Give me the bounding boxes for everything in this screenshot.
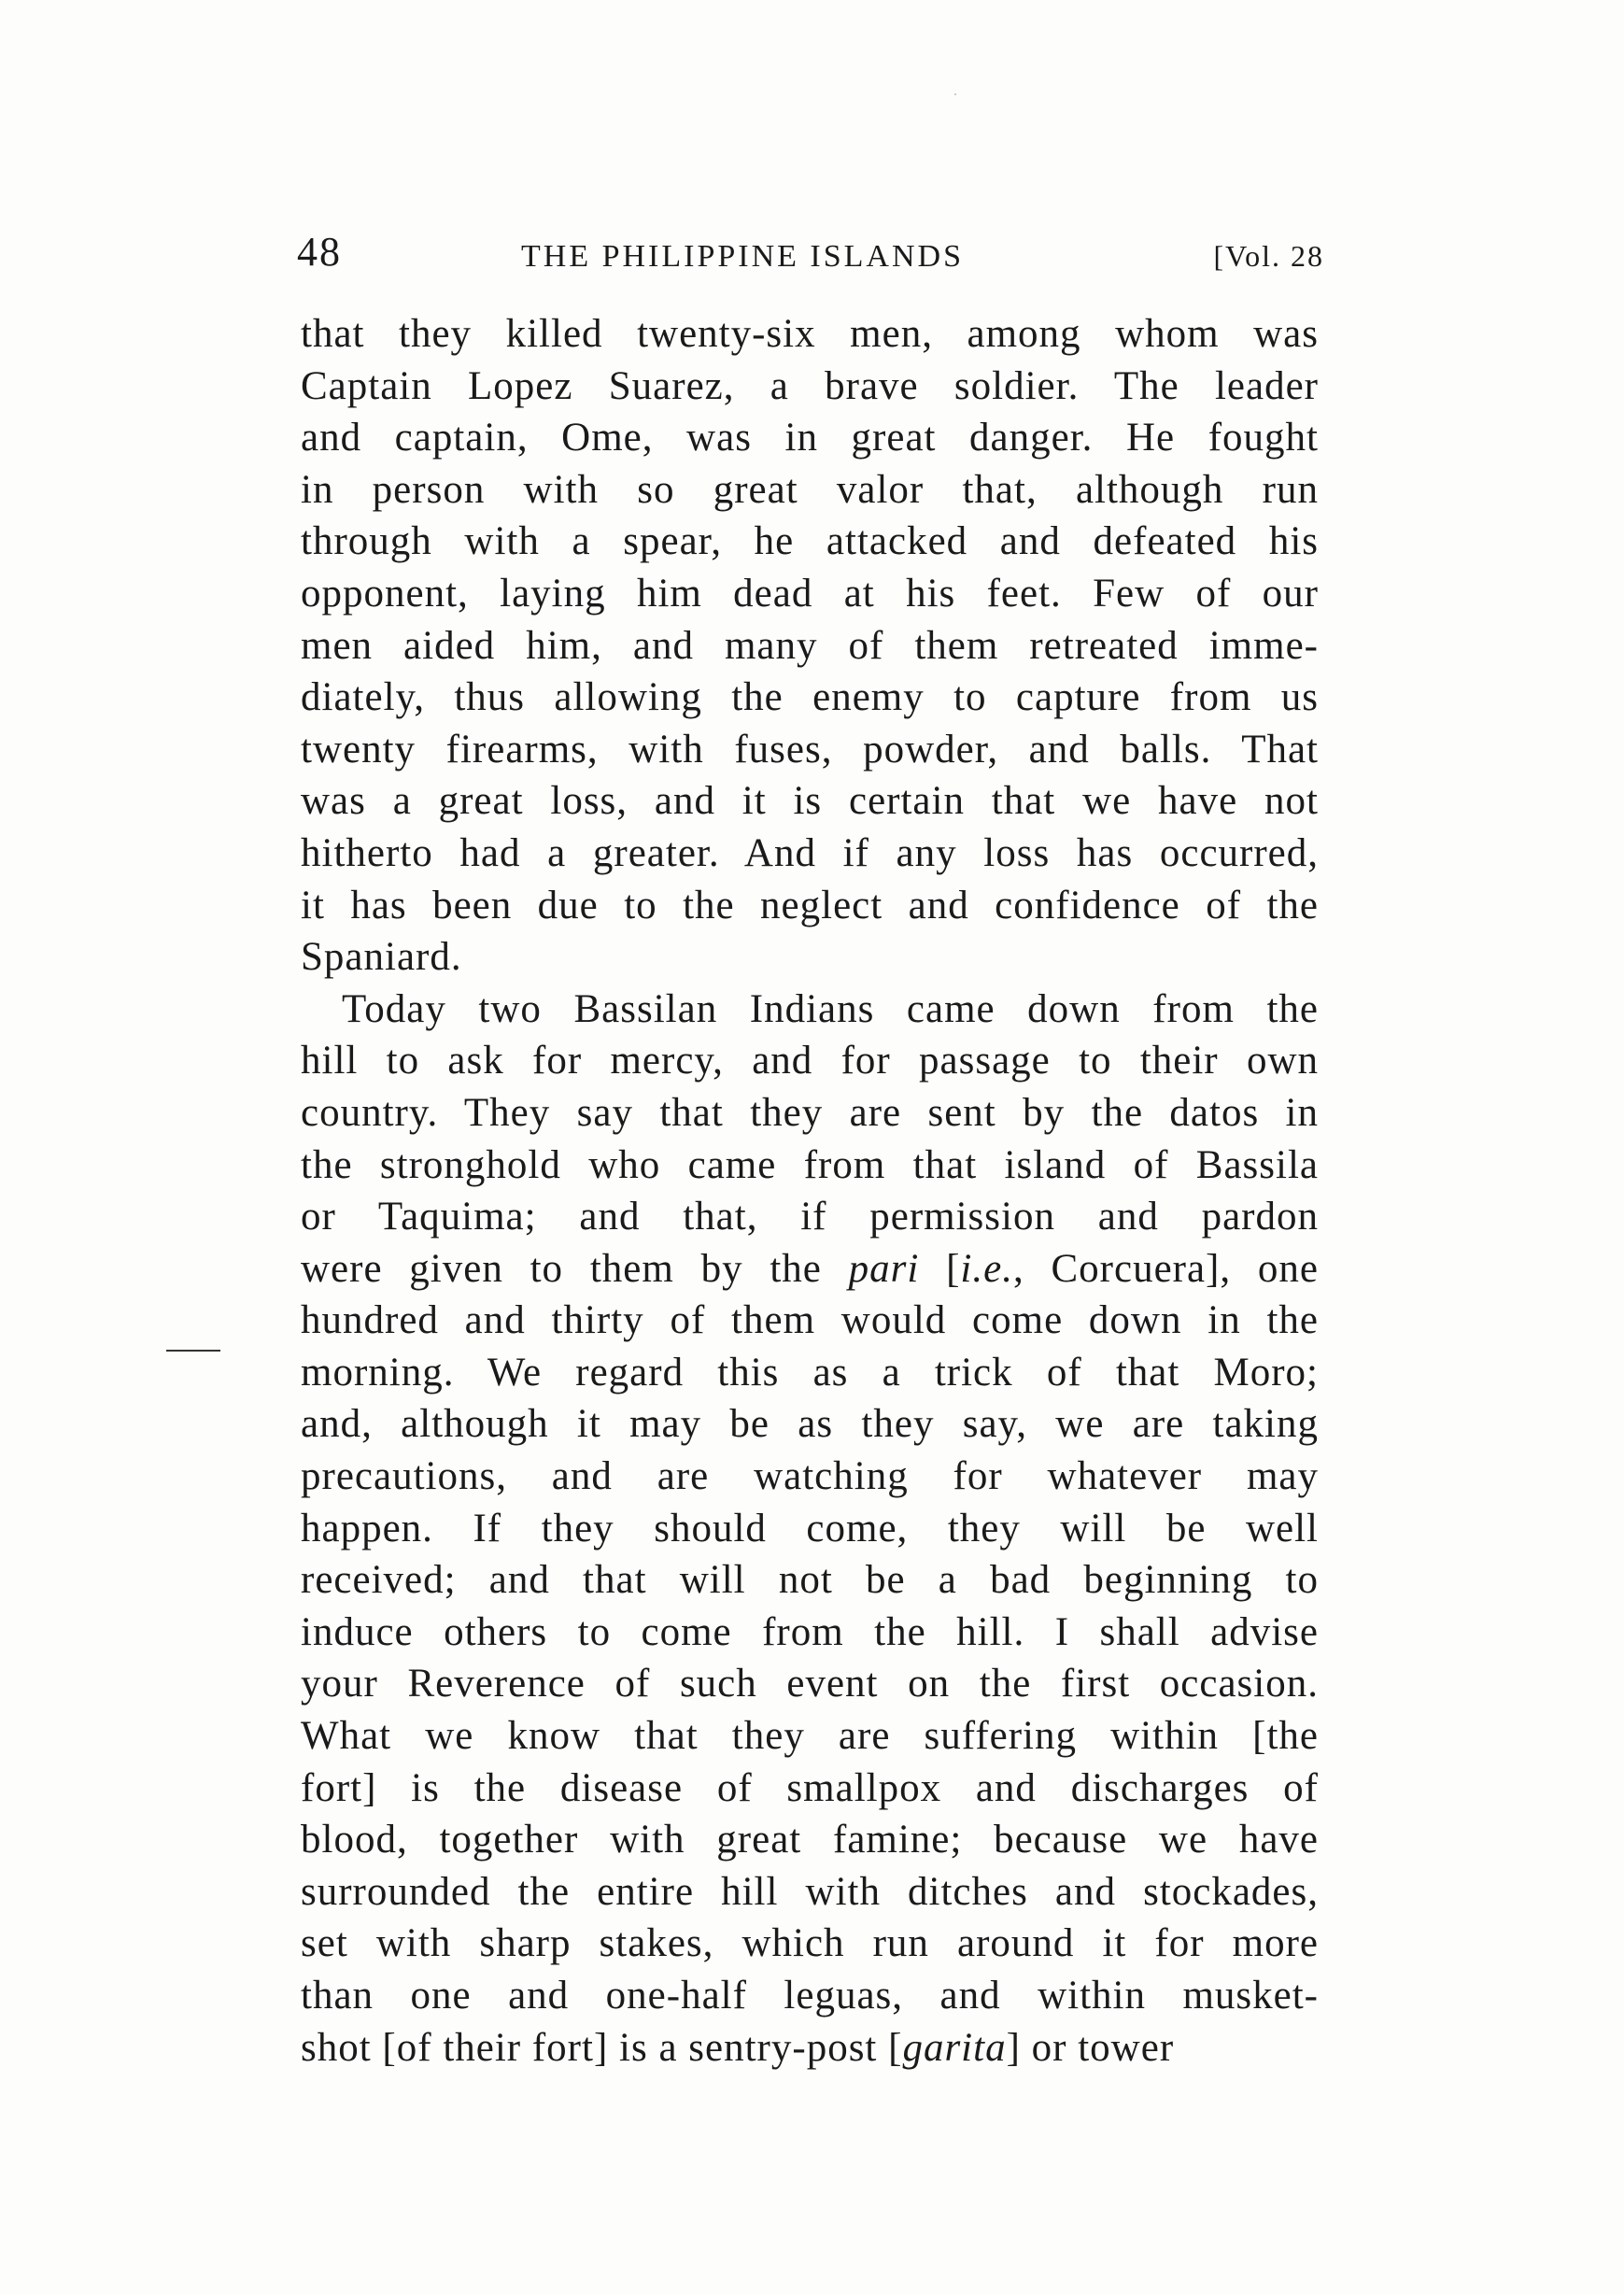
text-line: that they killed twenty-six men, among whom was: [301, 312, 1319, 356]
page-header: [297, 228, 1324, 284]
text-line: or Taquima; and that, if permission and pardon: [301, 1195, 1319, 1239]
text-line: hundred and thirty of them would come down in the: [301, 1298, 1319, 1343]
text-line: blood, together with great famine; because we have: [301, 1818, 1319, 1862]
text-line: than one and one-half leguas, and within musket-: [301, 1974, 1319, 2018]
text-line: twenty firearms, with fuses, powder, and balls. That: [301, 727, 1319, 772]
text-line: fort] is the disease of smallpox and discharges of: [301, 1765, 1319, 1810]
text-line: surrounded the entire hill with ditches and stockades,: [301, 1869, 1319, 1914]
text-line: your Reverence of such event on the first occasion.: [301, 1662, 1319, 1706]
text-line: shot [of their fort] is a sentry-post [garita] or tower: [301, 2025, 1175, 2070]
text-line: happen. If they should come, they will be well: [301, 1506, 1319, 1551]
text-line: men aided him, and many of them retreated imme-: [301, 623, 1319, 668]
text-line: set with sharp stakes, which run around it for more: [301, 1921, 1319, 1966]
text-line: in person with so great valor that, although run: [301, 467, 1319, 512]
paragraph: [301, 308, 1319, 984]
text-line: were given to them by the pari [i.e., Corcuera], one: [301, 1246, 1319, 1291]
text-line: it has been due to the neglect and confidence of the: [301, 883, 1319, 928]
text-line: diately, thus allowing the enemy to capture from us: [301, 675, 1319, 720]
text-line: through with a spear, he attacked and defeated his: [301, 519, 1319, 564]
paragraph: [301, 984, 1319, 2074]
scan-speck: [954, 93, 956, 95]
text-line: the stronghold who came from that island of Bassila: [301, 1142, 1319, 1187]
text-line: and, although it may be as they say, we are taking: [301, 1402, 1319, 1447]
text-line: Captain Lopez Suarez, a brave soldier. The leader: [301, 363, 1319, 408]
text-line: was a great loss, and it is certain that we have not: [301, 779, 1319, 824]
text-line: opponent, laying him dead at his feet. Few of our: [301, 571, 1319, 616]
text-line: induce others to come from the hill. I shall advise: [301, 1609, 1319, 1654]
text-line: hill to ask for mercy, and for passage to their own: [301, 1039, 1319, 1083]
text-line: hitherto had a greater. And if any loss has occurred,: [301, 830, 1319, 875]
text-line: Spaniard.: [301, 935, 462, 980]
text-line: What we know that they are suffering within [the: [301, 1714, 1319, 1759]
body-text: [301, 308, 1319, 2074]
text-line: country. They say that they are sent by the datos in: [301, 1090, 1319, 1135]
text-line: Today two Bassilan Indians came down from the: [342, 986, 1319, 1031]
text-line: received; and that will not be a bad beginning to: [301, 1558, 1319, 1603]
volume-label: [Vol. 28: [1213, 239, 1324, 273]
running-title: THE PHILIPPINE ISLANDS: [521, 239, 964, 274]
page-number: 48: [297, 229, 342, 275]
text-line: morning. We regard this as a trick of that Moro;: [301, 1350, 1319, 1395]
text-line: and captain, Ome, was in great danger. He fought: [301, 416, 1319, 460]
margin-rule: [166, 1350, 220, 1352]
text-line: precautions, and are watching for whatever may: [301, 1454, 1319, 1499]
